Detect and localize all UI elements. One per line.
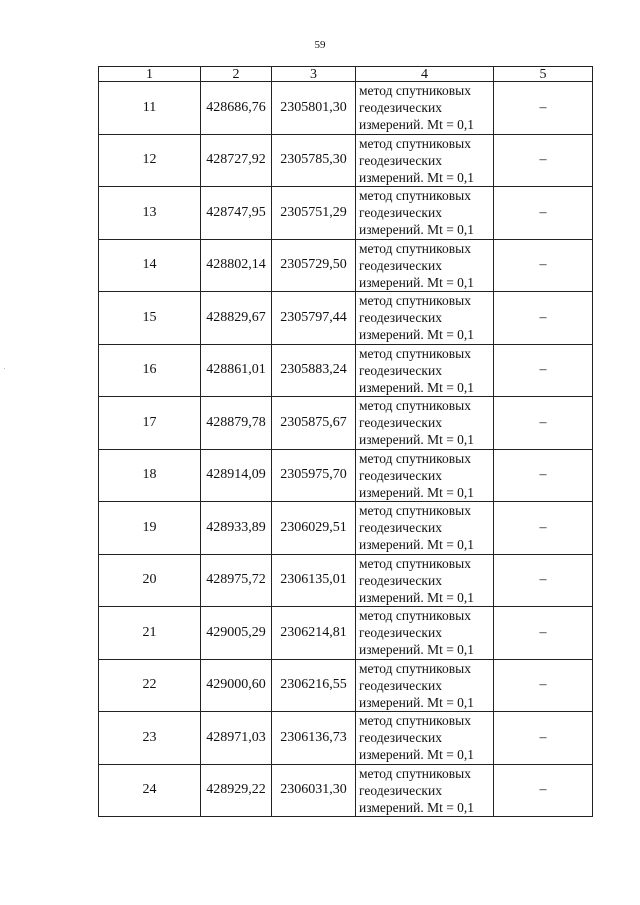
method-line: измерений. Mt = 0,1 [359, 222, 475, 238]
method-line: метод спутниковых [359, 713, 471, 729]
y-coordinate-cell: 2306136,73 [272, 712, 356, 765]
method-line: геодезических [359, 100, 442, 116]
method-line: метод спутниковых [359, 765, 471, 781]
table-row [99, 502, 593, 555]
point-number-cell: 17 [99, 397, 201, 450]
method-line: метод спутниковых [359, 555, 471, 571]
x-coordinate-cell: 429005,29 [201, 607, 272, 660]
col5-dash-cell: – [494, 764, 593, 817]
y-coordinate-cell: 2305975,70 [272, 449, 356, 502]
method-cell [356, 344, 494, 397]
method-cell [356, 712, 494, 765]
method-cell [356, 764, 494, 817]
table-row [99, 134, 593, 187]
x-coordinate-cell: 428727,92 [201, 134, 272, 187]
method-line: геодезических [359, 730, 442, 746]
col5-dash-cell: – [494, 449, 593, 502]
method-line: измерений. Mt = 0,1 [359, 589, 475, 605]
table-row [99, 607, 593, 660]
method-line: измерений. Mt = 0,1 [359, 432, 475, 448]
table-row [99, 449, 593, 502]
method-line: геодезических [359, 205, 442, 221]
y-coordinate-cell: 2306029,51 [272, 502, 356, 555]
y-coordinate-cell: 2305751,29 [272, 187, 356, 240]
method-line: измерений. Mt = 0,1 [359, 379, 475, 395]
col5-dash-cell: – [494, 344, 593, 397]
y-coordinate-cell: 2305883,24 [272, 344, 356, 397]
table-row [99, 344, 593, 397]
method-line: измерений. Mt = 0,1 [359, 799, 475, 815]
point-number-cell: 15 [99, 292, 201, 345]
col5-dash-cell: – [494, 187, 593, 240]
method-line: геодезических [359, 467, 442, 483]
method-line: геодезических [359, 677, 442, 693]
table-row [99, 764, 593, 817]
header-col-3: 3 [272, 67, 356, 82]
point-number-cell: 22 [99, 659, 201, 712]
header-col-5: 5 [494, 67, 593, 82]
point-number-cell: 13 [99, 187, 201, 240]
table-header [99, 67, 593, 82]
method-line: геодезических [359, 362, 442, 378]
method-line: метод спутниковых [359, 188, 471, 204]
x-coordinate-cell: 428802,14 [201, 239, 272, 292]
point-number-cell: 16 [99, 344, 201, 397]
point-number-cell: 11 [99, 82, 201, 135]
method-line: измерений. Mt = 0,1 [359, 537, 475, 553]
x-coordinate-cell: 428933,89 [201, 502, 272, 555]
method-line: метод спутниковых [359, 135, 471, 151]
coordinates-table [98, 66, 593, 817]
method-line: измерений. Mt = 0,1 [359, 274, 475, 290]
method-cell [356, 239, 494, 292]
y-coordinate-cell: 2305797,44 [272, 292, 356, 345]
method-line: геодезических [359, 572, 442, 588]
point-number-cell: 18 [99, 449, 201, 502]
point-number-cell: 12 [99, 134, 201, 187]
method-line: метод спутниковых [359, 240, 471, 256]
method-cell [356, 82, 494, 135]
y-coordinate-cell: 2306214,81 [272, 607, 356, 660]
x-coordinate-cell: 428929,22 [201, 764, 272, 817]
point-number-cell: 23 [99, 712, 201, 765]
col5-dash-cell: – [494, 292, 593, 345]
method-line: метод спутниковых [359, 293, 471, 309]
method-line: измерений. Mt = 0,1 [359, 747, 475, 763]
point-number-cell: 20 [99, 554, 201, 607]
x-coordinate-cell: 428829,67 [201, 292, 272, 345]
point-number-cell: 21 [99, 607, 201, 660]
x-coordinate-cell: 428971,03 [201, 712, 272, 765]
scan-speck [4, 368, 5, 369]
col5-dash-cell: – [494, 397, 593, 450]
table-row [99, 397, 593, 450]
method-line: метод спутниковых [359, 503, 471, 519]
header-col-4: 4 [356, 67, 494, 82]
method-cell [356, 397, 494, 450]
y-coordinate-cell: 2305875,67 [272, 397, 356, 450]
method-cell [356, 659, 494, 712]
method-line: измерений. Mt = 0,1 [359, 642, 475, 658]
point-number-cell: 24 [99, 764, 201, 817]
col5-dash-cell: – [494, 712, 593, 765]
x-coordinate-cell: 428686,76 [201, 82, 272, 135]
method-line: измерений. Mt = 0,1 [359, 169, 475, 185]
method-line: метод спутниковых [359, 83, 471, 99]
x-coordinate-cell: 428747,95 [201, 187, 272, 240]
method-line: геодезических [359, 782, 442, 798]
method-cell [356, 554, 494, 607]
header-col-2: 2 [201, 67, 272, 82]
table-row [99, 554, 593, 607]
y-coordinate-cell: 2306031,30 [272, 764, 356, 817]
method-line: метод спутниковых [359, 660, 471, 676]
col5-dash-cell: – [494, 134, 593, 187]
method-line: метод спутниковых [359, 345, 471, 361]
method-cell [356, 449, 494, 502]
col5-dash-cell: – [494, 239, 593, 292]
x-coordinate-cell: 428975,72 [201, 554, 272, 607]
method-line: измерений. Mt = 0,1 [359, 117, 475, 133]
table-row [99, 239, 593, 292]
method-cell [356, 292, 494, 345]
method-cell [356, 502, 494, 555]
table-body [99, 82, 593, 817]
header-col-1: 1 [99, 67, 201, 82]
point-number-cell: 19 [99, 502, 201, 555]
table-row [99, 292, 593, 345]
method-cell [356, 134, 494, 187]
col5-dash-cell: – [494, 502, 593, 555]
header-row [99, 67, 593, 82]
method-line: измерений. Mt = 0,1 [359, 484, 475, 500]
method-line: метод спутниковых [359, 608, 471, 624]
method-line: измерений. Mt = 0,1 [359, 694, 475, 710]
method-line: измерений. Mt = 0,1 [359, 327, 475, 343]
col5-dash-cell: – [494, 554, 593, 607]
y-coordinate-cell: 2305801,30 [272, 82, 356, 135]
method-line: геодезических [359, 257, 442, 273]
table-row [99, 712, 593, 765]
y-coordinate-cell: 2305729,50 [272, 239, 356, 292]
x-coordinate-cell: 428861,01 [201, 344, 272, 397]
point-number-cell: 14 [99, 239, 201, 292]
method-line: геодезических [359, 520, 442, 536]
method-line: метод спутниковых [359, 450, 471, 466]
y-coordinate-cell: 2305785,30 [272, 134, 356, 187]
col5-dash-cell: – [494, 607, 593, 660]
method-cell [356, 187, 494, 240]
x-coordinate-cell: 429000,60 [201, 659, 272, 712]
method-line: геодезических [359, 310, 442, 326]
method-line: геодезических [359, 415, 442, 431]
col5-dash-cell: – [494, 82, 593, 135]
table-row [99, 82, 593, 135]
y-coordinate-cell: 2306216,55 [272, 659, 356, 712]
table-row [99, 659, 593, 712]
method-line: геодезических [359, 625, 442, 641]
method-line: метод спутниковых [359, 398, 471, 414]
page-number: 59 [314, 39, 326, 51]
table-row [99, 187, 593, 240]
col5-dash-cell: – [494, 659, 593, 712]
x-coordinate-cell: 428879,78 [201, 397, 272, 450]
x-coordinate-cell: 428914,09 [201, 449, 272, 502]
y-coordinate-cell: 2306135,01 [272, 554, 356, 607]
method-cell [356, 607, 494, 660]
method-line: геодезических [359, 152, 442, 168]
